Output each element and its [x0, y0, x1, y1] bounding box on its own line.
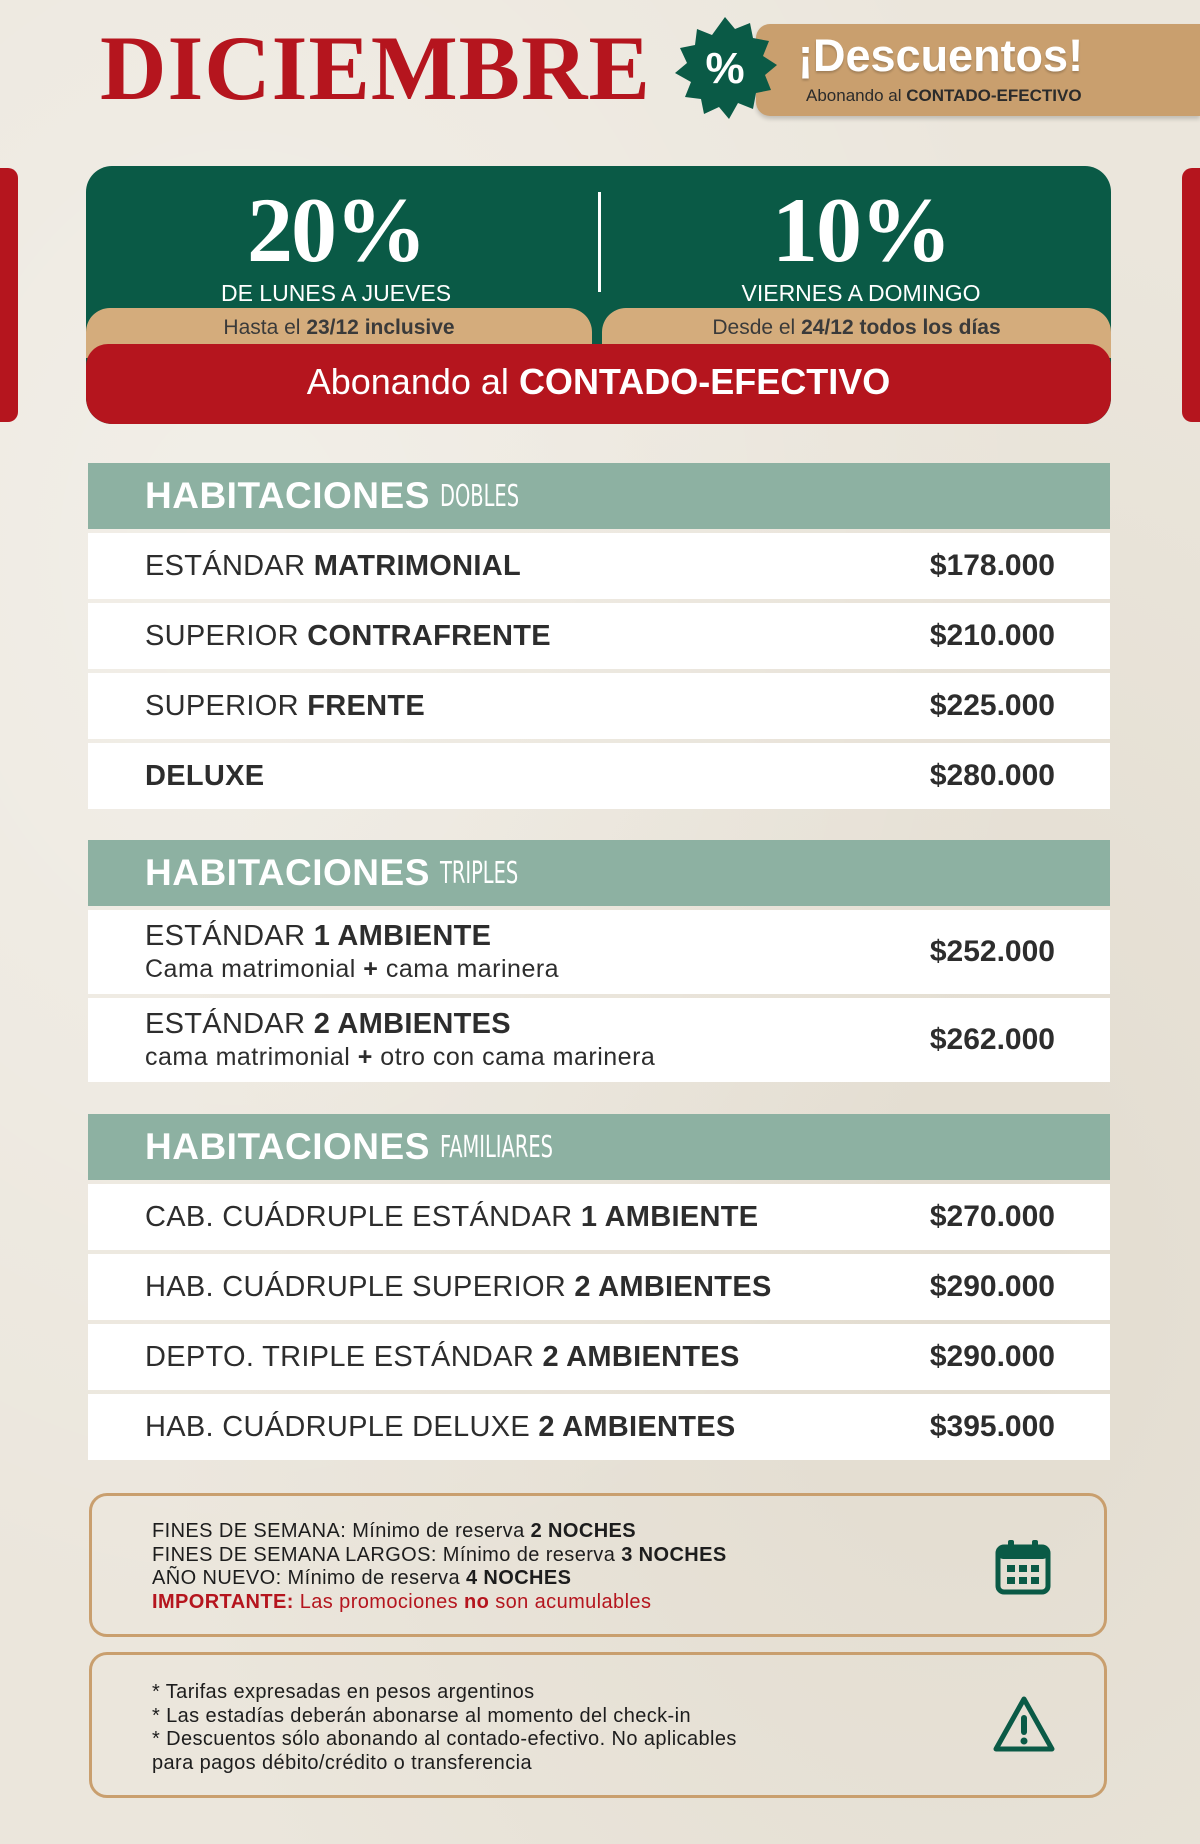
min-stay-text: Mínimo de reserva: [442, 1543, 616, 1566]
room-desc-b: otro con cama marinera: [380, 1043, 656, 1071]
room-name-block: [145, 920, 559, 984]
room-name-light: SUPERIOR: [145, 619, 299, 652]
min-stay-lines: [152, 1520, 727, 1614]
disclaimer-line: para pagos débito/crédito o transferencia: [152, 1751, 532, 1774]
room-name-bold: CONTRAFRENTE: [307, 619, 551, 652]
room-name: [145, 620, 551, 653]
room-name: [145, 550, 521, 583]
room-name-light: SUPERIOR: [145, 689, 299, 722]
min-stay-line: [152, 1567, 727, 1591]
section-title-light: TRIPLES: [439, 855, 519, 891]
disclaimer-line: * Las estadías deberán abonarse al momento del check-in: [152, 1704, 691, 1727]
room-name-light: HAB. CUÁDRUPLE DELUXE: [145, 1410, 531, 1443]
min-stay-nights: 2 NOCHES: [530, 1520, 637, 1542]
disclaimer-line: * Tarifas expresadas en pesos argentinos: [152, 1681, 535, 1703]
promo-right-cond-bold: 24/12 todos los días: [801, 316, 1001, 339]
room-price: $225.000: [929, 689, 1055, 722]
section-header: [88, 1114, 1110, 1180]
room-name-light: ESTÁNDAR: [145, 549, 306, 582]
room-price: $290.000: [929, 1270, 1055, 1303]
important-text-a: Las promociones: [299, 1590, 459, 1613]
promo-right-percent: 10%: [772, 179, 950, 281]
min-stay-text: Mínimo de reserva: [352, 1520, 525, 1542]
room-name: [145, 690, 425, 723]
room-name-bold: 1 AMBIENTE: [580, 1200, 759, 1233]
room-name-bold: 2 AMBIENTES: [574, 1270, 772, 1303]
room-price: $178.000: [929, 549, 1055, 582]
min-stay-text: Mínimo de reserva: [287, 1567, 460, 1589]
percent-badge-icon: [670, 14, 780, 124]
min-stay-label: FINES DE SEMANA:: [152, 1520, 347, 1542]
room-name-light: DEPTO. TRIPLE ESTÁNDAR: [145, 1340, 535, 1373]
table-row: [88, 1254, 1110, 1320]
room-name-light: HAB. CUÁDRUPLE SUPERIOR: [145, 1270, 567, 1303]
discount-sub-prefix: Abonando al: [806, 86, 902, 105]
table-row: [88, 673, 1110, 739]
table-row: [88, 1324, 1110, 1390]
room-name-bold: 2 AMBIENTES: [313, 1008, 511, 1040]
promo-footer-prefix: Abonando al: [306, 361, 509, 402]
important-text-b: son acumulables: [495, 1590, 652, 1613]
table-row: [88, 998, 1110, 1082]
important-line: [152, 1591, 727, 1615]
room-name-bold: MATRIMONIAL: [313, 549, 522, 582]
room-name-light: CAB. CUÁDRUPLE ESTÁNDAR: [145, 1200, 573, 1233]
room-price: $280.000: [929, 759, 1055, 792]
badge-symbol: %: [705, 44, 745, 93]
section-title-light: DOBLES: [439, 478, 519, 514]
section-familiares: [88, 1114, 1110, 1460]
room-desc-b: cama marinera: [385, 955, 560, 983]
room-name-bold: DELUXE: [145, 759, 265, 792]
min-stay-box: [89, 1493, 1107, 1637]
promo-left-percent: 20%: [247, 179, 425, 281]
min-stay-nights: 3 NOCHES: [621, 1543, 727, 1566]
disclaimer-box: [89, 1652, 1107, 1798]
disclaimer-lines: [152, 1681, 737, 1775]
warning-icon: [992, 1695, 1056, 1755]
table-row: [88, 533, 1110, 599]
discount-banner: [756, 24, 1200, 116]
room-name: [145, 920, 559, 953]
left-red-tab: [0, 168, 18, 422]
room-description: [145, 1043, 655, 1072]
month-title: DICIEMBRE: [100, 17, 651, 119]
room-desc-a: cama matrimonial: [145, 1043, 351, 1071]
promo-left-days: DE LUNES A JUEVES: [220, 280, 452, 306]
room-name: [145, 1008, 655, 1041]
table-row: [88, 743, 1110, 809]
section-triples: [88, 840, 1110, 1082]
min-stay-nights: 4 NOCHES: [465, 1567, 572, 1589]
room-price: $270.000: [929, 1200, 1055, 1233]
room-name-block: [145, 1008, 655, 1072]
promo-divider: [598, 192, 601, 292]
room-name-bold: 2 AMBIENTES: [542, 1340, 740, 1373]
table-row: [88, 1184, 1110, 1250]
discount-title: ¡Descuentos!: [798, 30, 1084, 81]
important-bold: no: [464, 1590, 490, 1613]
min-stay-label: FINES DE SEMANA LARGOS:: [152, 1543, 437, 1566]
room-desc-plus: +: [363, 955, 379, 983]
discount-sub-bold: CONTADO-EFECTIVO: [906, 86, 1082, 105]
table-row: [88, 910, 1110, 994]
section-dobles: [88, 463, 1110, 809]
room-price: $290.000: [929, 1340, 1055, 1373]
min-stay-line: [152, 1520, 727, 1544]
section-header: [88, 463, 1110, 529]
table-row: [88, 603, 1110, 669]
promo-footer: [86, 344, 1111, 424]
disclaimer-line: * Descuentos sólo abonando al contado-efectivo. No aplicables: [152, 1728, 737, 1750]
promo-footer-bold: CONTADO-EFECTIVO: [518, 361, 891, 402]
section-header: [88, 840, 1110, 906]
room-desc-plus: +: [357, 1043, 373, 1071]
promo-right: [611, 166, 1111, 306]
promo-card: [86, 166, 1111, 424]
room-description: [145, 955, 559, 984]
promo-left: [86, 166, 586, 306]
room-name: [145, 1341, 740, 1374]
room-name-bold: FRENTE: [307, 689, 426, 722]
promo-right-cond-prefix: Desde el: [712, 316, 796, 339]
section-title-bold: HABITACIONES: [145, 1126, 430, 1167]
discount-subtitle: [806, 86, 1082, 106]
min-stay-line: [152, 1544, 727, 1568]
room-price: $252.000: [929, 935, 1055, 968]
room-name: [145, 760, 264, 793]
important-label: IMPORTANTE:: [152, 1590, 294, 1613]
room-desc-a: Cama matrimonial: [145, 955, 356, 983]
min-stay-label: AÑO NUEVO:: [152, 1567, 282, 1589]
room-name-bold: 1 AMBIENTE: [313, 920, 492, 952]
room-name: [145, 1411, 736, 1444]
room-name: [145, 1271, 772, 1304]
promo-right-days: VIERNES A DOMINGO: [741, 280, 981, 306]
room-name-light: ESTÁNDAR: [145, 920, 306, 952]
table-row: [88, 1394, 1110, 1460]
room-price: $395.000: [929, 1410, 1055, 1443]
room-price: $210.000: [929, 619, 1055, 652]
room-name: [145, 1201, 758, 1234]
calendar-icon: [994, 1538, 1052, 1596]
right-red-tab: [1182, 168, 1200, 422]
promo-left-cond-bold: 23/12 inclusive: [306, 316, 455, 339]
room-price: $262.000: [929, 1023, 1055, 1056]
section-title-light: FAMILIARES: [439, 1129, 553, 1165]
promo-left-cond-prefix: Hasta el: [223, 316, 301, 339]
room-name-light: ESTÁNDAR: [145, 1008, 306, 1040]
room-name-bold: 2 AMBIENTES: [538, 1410, 736, 1443]
section-title-bold: HABITACIONES: [145, 475, 430, 516]
section-title-bold: HABITACIONES: [145, 852, 430, 893]
